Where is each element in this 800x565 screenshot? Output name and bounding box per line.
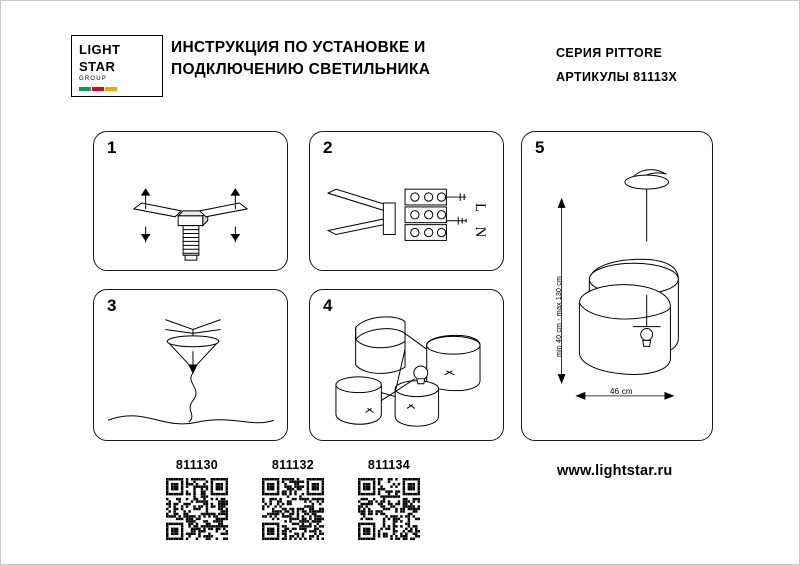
product-code-label: 811130	[175, 458, 219, 472]
header	[61, 29, 751, 99]
lightstar-logo	[71, 35, 163, 97]
step-4-diagram	[310, 290, 503, 440]
page-title-line-2: ПОДКЛЮЧЕНИЮ СВЕТИЛЬНИКА	[171, 61, 431, 78]
product-code-label: 811134	[367, 458, 411, 472]
logo-bar-red	[92, 87, 104, 91]
step-number-3: 3	[107, 296, 117, 315]
step-number-4: 4	[323, 296, 333, 315]
product-code-label: 811132	[271, 458, 315, 472]
website-link[interactable]: www.lightstar.ru	[557, 463, 673, 479]
step-panel-2	[309, 131, 504, 271]
page-title	[171, 37, 501, 81]
step-number-2: 2	[323, 138, 333, 157]
step-1-diagram	[94, 132, 287, 270]
step-number-5: 5	[535, 138, 545, 157]
product-code-item	[161, 458, 233, 545]
step-3-diagram	[94, 290, 287, 440]
height-dimension-label: min 40 cm - max 130 cm	[556, 275, 563, 357]
product-code-item	[257, 458, 329, 545]
width-dimension-label: 46 cm	[610, 387, 633, 396]
step-panel-4	[309, 289, 504, 441]
logo-group-text: GROUP	[79, 76, 108, 82]
qr-code	[262, 478, 324, 540]
series-info	[556, 41, 796, 89]
logo-line-1: LIGHT	[79, 42, 121, 57]
step-number-1: 1	[107, 138, 117, 157]
step-panel-5	[521, 131, 713, 441]
logo-color-bars	[79, 87, 117, 91]
footer	[1, 453, 800, 553]
qr-code	[166, 478, 228, 540]
step-2-diagram	[310, 132, 503, 270]
logo-bar-green	[79, 87, 91, 91]
step-panel-1	[93, 131, 288, 271]
wire-label-l: L	[471, 202, 488, 213]
logo-line-2: STAR	[79, 59, 116, 74]
page-title-line-1: ИНСТРУКЦИЯ ПО УСТАНОВКЕ И	[171, 39, 426, 56]
product-code-item	[353, 458, 425, 545]
product-codes	[161, 458, 425, 545]
qr-code	[358, 478, 420, 540]
series-label: СЕРИЯ PITTORE	[556, 46, 663, 60]
article-label: АРТИКУЛЫ 81113X	[556, 70, 678, 84]
step-panel-3	[93, 289, 288, 441]
logo-bar-orange	[105, 87, 117, 91]
wire-label-n: N	[471, 226, 488, 238]
